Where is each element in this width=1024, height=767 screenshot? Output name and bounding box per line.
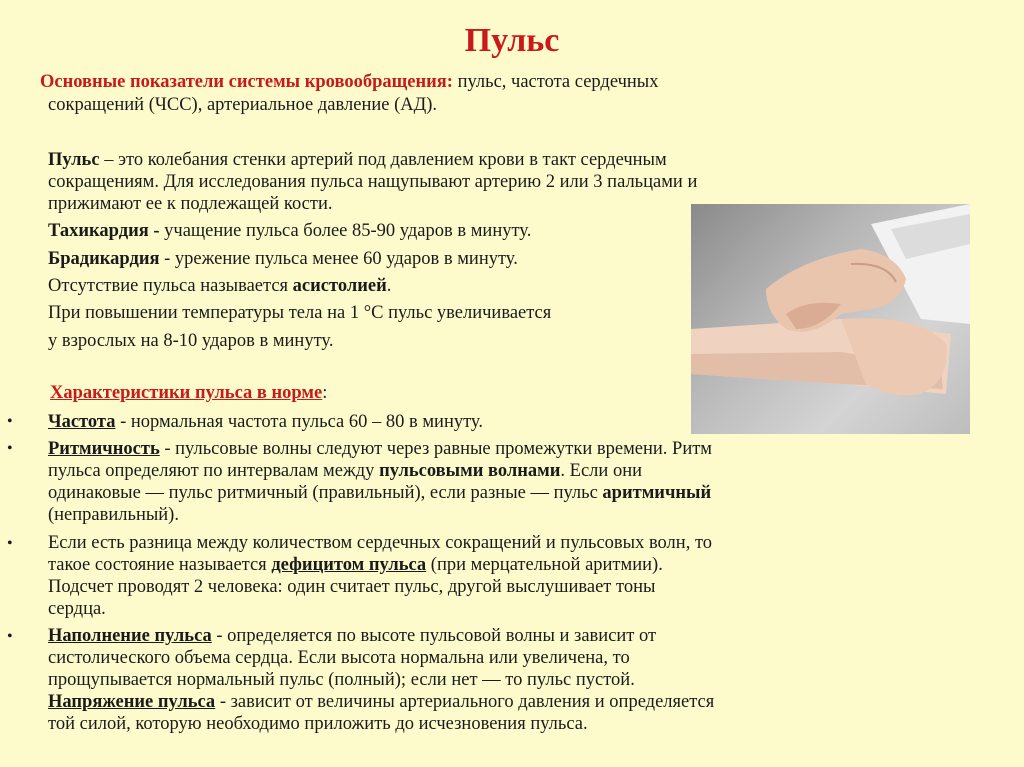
bullet-filling-line-3: прощупывается нормальный пульс (полный); если нет — то пульс пустой.	[48, 670, 635, 690]
intro-line-1: Основные показатели системы кровообращения: пульс, частота сердечных	[40, 72, 659, 92]
bullet-rhythm-line-4: (неправильный).	[48, 505, 179, 525]
bullet-frequency: Частота - нормальная частота пульса 60 – 80 в минуту.	[48, 412, 483, 432]
temperature-line-2: у взрослых на 8-10 ударов в минуту.	[48, 331, 334, 351]
bullet-rhythm-line-2: пульса определяют по интервалам между пульсовыми волнами. Если они	[48, 461, 642, 481]
tachycardia-line: Тахикардия - учащение пульса более 85-90 ударов в минуту.	[48, 221, 532, 241]
bullet-deficit-line-1: Если есть разница между количеством сердечных сокращений и пульсовых волн, то	[48, 533, 713, 553]
bullet-filling-line-1: Наполнение пульса - определяется по высоте пульсовой волны и зависит от	[48, 626, 657, 646]
bullet-tension-line-1: Напряжение пульса - зависит от величины артериального давления и определяется	[48, 692, 715, 712]
bullet-rhythm-line-1: Ритмичность - пульсовые волны следуют через равные промежутки времени. Ритм	[48, 439, 713, 459]
bullet-marker: •	[7, 440, 13, 457]
bullet-marker: •	[7, 535, 13, 552]
bullet-tension-line-2: той силой, которую необходимо приложить до исчезновения пульса.	[48, 714, 588, 734]
page-title: Пульс	[464, 22, 560, 59]
pulse-def-line-2: сокращениям. Для исследования пульса нащупывают артерию 2 или 3 пальцами и	[48, 172, 698, 192]
bradycardia-line: Брадикардия - урежение пульса менее 60 ударов в минуту.	[48, 249, 518, 269]
norm-heading: Характеристики пульса в норме:	[50, 383, 328, 403]
bullet-deficit-line-4: сердца.	[48, 599, 106, 619]
hand-on-wrist-illustration	[691, 204, 970, 434]
intro-line-2: сокращений (ЧСС), артериальное давление (АД).	[48, 95, 438, 115]
bullet-filling-line-2: систолического объема сердца. Если высота нормальна или увеличена, то	[48, 648, 630, 668]
bullet-rhythm-line-3: одинаковые — пульс ритмичный (правильный), если разные — пульс аритмичный	[48, 483, 712, 503]
pulse-def-line-1: Пульс – это колебания стенки артерий под давлением крови в такт сердечным	[48, 150, 667, 170]
bullet-marker: •	[7, 413, 13, 430]
bullet-deficit-line-2: такое состояние называется дефицитом пульса (при мерцательной аритмии).	[48, 555, 663, 575]
bullet-deficit-line-3: Подсчет проводят 2 человека: один считает пульс, другой выслушивает тоны	[48, 577, 656, 597]
pulse-def-line-3: прижимают ее к подлежащей кости.	[48, 194, 333, 214]
pulse-check-photo	[691, 204, 970, 434]
temperature-line-1: При повышении температуры тела на 1 °С пульс увеличивается	[48, 303, 552, 323]
asystole-line: Отсутствие пульса называется асистолией.	[48, 276, 392, 296]
bullet-marker: •	[7, 628, 13, 645]
